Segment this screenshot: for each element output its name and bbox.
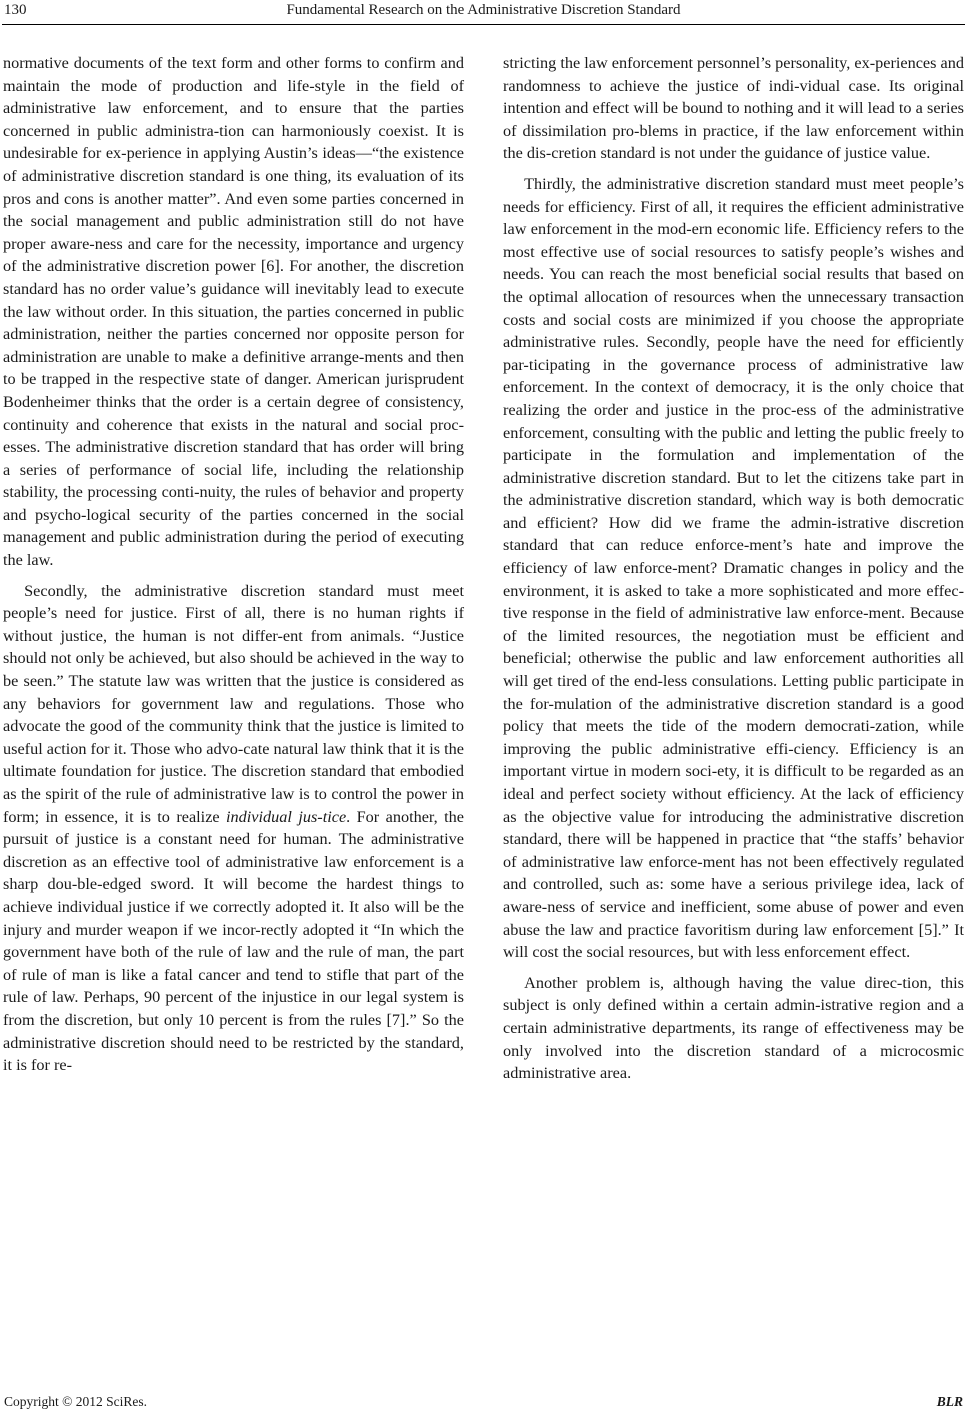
left-column <box>3 52 464 1077</box>
running-title: Fundamental Research on the Administrative Discretion Standard <box>286 2 681 18</box>
paragraph-efficiency: Thirdly, the administrative discretion standard must meet people’s needs for efficiency. First of all, it requires the efficient administrative law enforcement in the mod-ern economic life. Efficiency refers to the most effective use of social resources to satisfy people’s wishes and needs. You can reach the most beneficial social results that based on the optimal allocation of resources when the unnecessary transaction costs and social costs are minimized if you choose the appropriate administrative rules. Secondly, people have the need for efficiently par-ticipating in the governance process of administrative law enforcement. In the context of democracy, it is the only choice that realizing the order and justice in the proc-ess of the administrative enforcement, consulting with the public and letting the public freely to participate in the formulation and implementation of the administrative discretion standard. But to let the citizens take part in the administrative discretion standard, which way is both democratic and efficient? How did we frame the admin-istrative discretion standard that can reduce enforce-ment’s hate and improve the efficiency of law enforce-ment? Dramatic changes in policy and the environment, it is asked to take a more sophisticated and more effec-tive response in the field of administrative law enforce-ment. Because of the limited resources, the negotiation must be efficient and beneficial; otherwise the public and law enforcement authorities all will get tired of the end-less consulations. Letting public participate in the for-mulation of the administrative discretion standard is a good policy that meets the tide of the modern democrati-zation, while improving the public administrative effi-ciency. Efficiency is an important virtue in modern soci-ety, it is difficult to be regarded as an ideal and perfect society without efficiency. At the lack of efficiency as the objective value for introducing the administrative discretion standard, there will be happened in practice that “the staffs’ behavior of administrative law enforce-ment has not been effectively regulated and controlled, such as: some have a serious privilege idea, lack of aware-ness of service and inefficient, some abuse of power and even abuse the law and practice favoritism during law enforcement [5].” It will cost the social resources, but with less enforcement effect. <box>503 174 964 962</box>
right-column <box>503 52 964 1085</box>
copyright-notice: Copyright © 2012 SciRes. <box>4 1394 148 1409</box>
paragraph-another-problem: Another problem is, although having the value direc-tion, this subject is only defined within a certain admin-istrative region and a certain administrative departments, its range of effectiveness may be only involved into the discretion standard of a microcosmic administrative area. <box>503 973 964 1083</box>
paragraph-order-value-continued: normative documents of the text form and other forms to confirm and maintain the mode of production and life-style in the field of administrative law enforcement, and to ensure that the parties concerned in public administra-tion can harmoniously coexist. It is undesirable for ex-perience in applying Austin’s ideas—“the existence of administrative discretion standard is one thing, its evaluation of its pros and cons is another matter”. And even some parties concerned in the social management and public administration still do not have proper aware-ness and care for the necessity, importance and urgency of the administrative discretion power [6]. For another, the discretion standard has no order value’s guidance will inevitably lead to execute the law without order. In this situation, the parties concerned in public administration, neither the parties concerned nor opposite person for administration are unable to make a definitive arrange-ments and then to be trapped in the respective state of danger. American jurisprudent Bodenheimer thinks that the order is a certain degree of consistency, continuity and coherence that exists in the natural and social proc-esses. The administrative discretion standard that has order will bring a series of performance of social life, including the relationship stability, the processing conti-nuity, the rules of behavior and property and psycho-logical security of the parties concerned in the social management and public administration during the period of executing the law. <box>3 54 464 570</box>
journal-abbreviation: BLR <box>936 1394 963 1409</box>
italic-individual-justice: individual jus-tice <box>226 807 347 826</box>
paragraph-justice-continued: stricting the law enforcement personnel’s personality, ex-periences and randomness to achieve the justice of indi-vidual case. Its original intention and effect will be bound to nothing and it will lead to a series of dissimilation pro-blems in practice, if the law enforcement within the dis-cretion standard is not under the guidance of justice value. <box>503 54 964 163</box>
page-header <box>0 0 967 30</box>
page-number: 130 <box>4 2 27 18</box>
header-rule <box>2 24 965 25</box>
paragraph-justice-text-a: Secondly, the administrative discretion standard must meet people’s need for justice. First of all, there is no human rights if without justice, the human is not differ-ent from animals. “Justice should not only be achieved, but also should be achieved in the way to be seen.” The statute law was written that the justice is considered as any behaviors for government law and regulations. Those who advocate the good of the community think that the justice is limited to useful action for it. Those who advo-cate natural law think that it is the ultimate foundation for justice. The discretion standard that embodied as the spirit of the rule of administrative law is to control the power in form; in essence, it is to realize <box>3 581 464 826</box>
paragraph-justice-text-b: . For another, the pursuit of justice is a constant need for human. The administrative discretion as an effective tool of administrative law enforcement is a sharp dou-ble-edged sword. It will become the hardest things to achieve individual justice if we correctly adopted it. It also will be the injury and murder weapon if we incor-rectly adopted it “In which the government have both of the rule of law and the rule of man, the part of rule of man is like a fatal cancer and tend to stifle that part of the rule of law. Perhaps, 90 percent of the injustice in our legal system is from the discretion, but only 10 percent is from the rules [7].” So the administrative discretion should need to be restricted by the standard, it is for re- <box>3 807 464 1075</box>
paragraph-justice <box>3 580 464 1077</box>
